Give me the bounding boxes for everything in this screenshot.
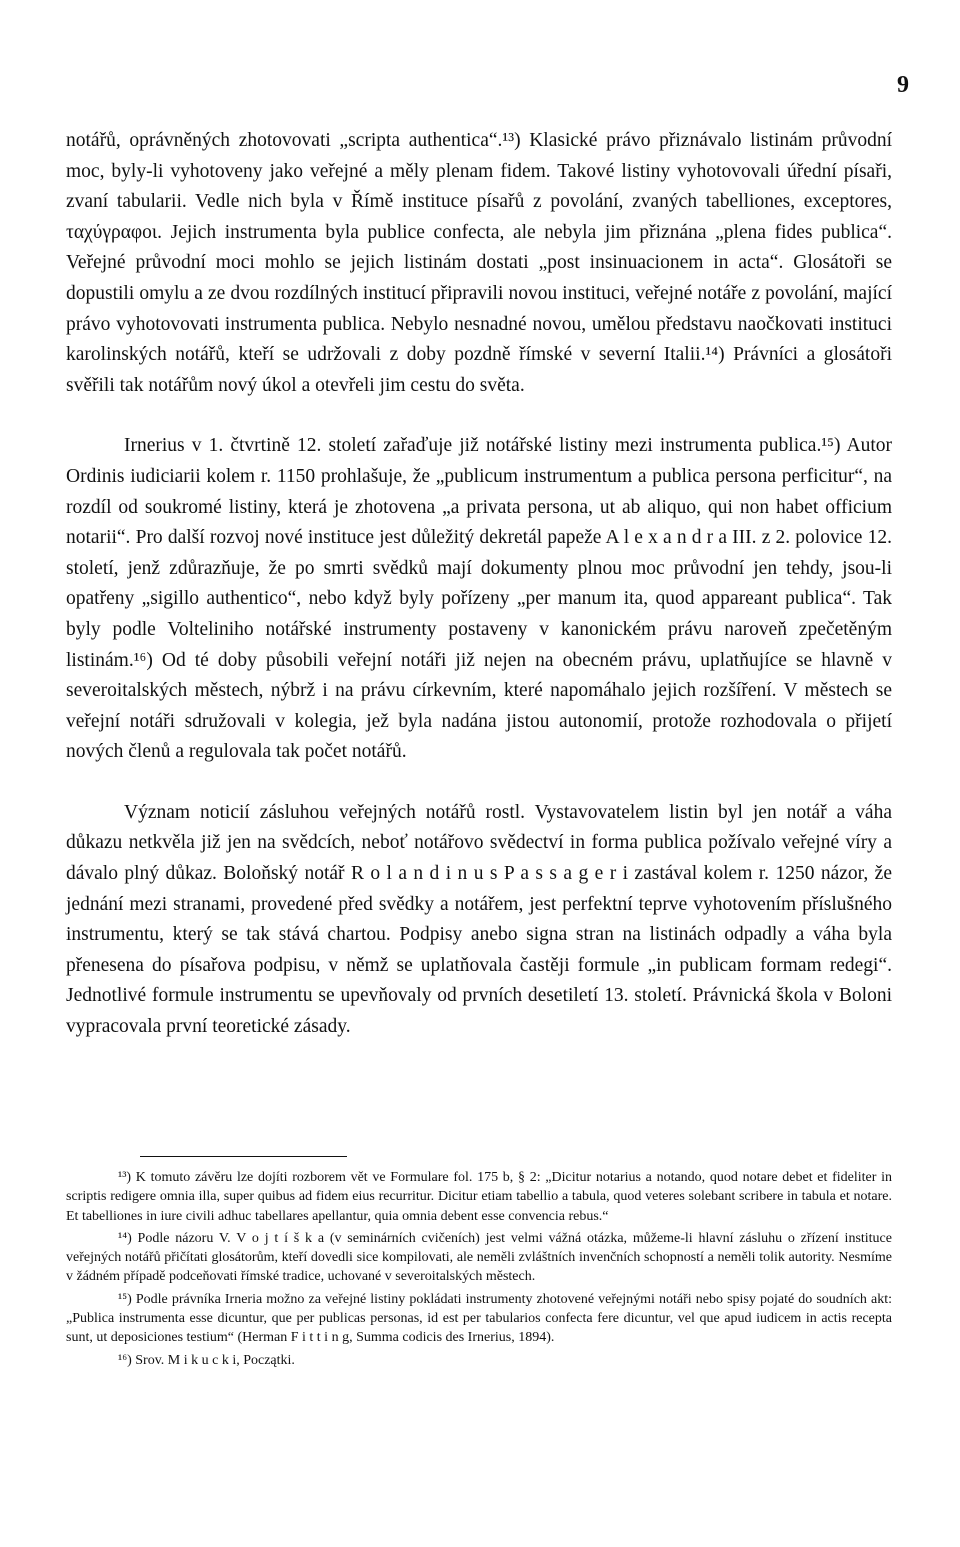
footnote: ¹⁵) Podle právníka Irneria možno za veřejné listiny pokládati instrumenty zhotovené veřejnými notáři nebo spisy pojaté do soudních akt: „Publica instrumenta esse dicuntur, que per publicas personas, id est per tabularios confecta fere dicuntur, vel que apud iudicem in actis recepta sunt, ut deposiciones testium“ (Herman F i t t i n g, Summa codicis des Irnerius, 1894). [66, 1291, 892, 1346]
page-number: 9 [897, 72, 909, 98]
footnote: ¹⁶) Srov. M i k u c k i, Początki. [118, 1352, 295, 1368]
footnotes [66, 1168, 892, 1370]
footnote-separator [140, 1156, 347, 1157]
paragraph: Irnerius v 1. čtvrtině 12. století zařaďuje již notářské listiny mezi instrumenta publica.¹⁵) Autor Ordinis iudiciarii kolem r. 1150 prohlašuje, že „publicum instrumentum a publica persona perficitur“, na rozdíl od soukromé listiny, která je zhotovena „a privata persona, ut ab aliquo, qui non habet officium notarii“. Pro další rozvoj nové instituce jest důležitý dekretál papeže A l e x a n d r a III. z 2. polovice 12. století, jenž zdůrazňuje, že po smrti svědků mají dokumenty plnou moc průvodní jen tehdy, jsou-li opatřeny „sigillo authentico“, nebo když byly pořízeny „per manum ita, quod appareant publica“. Tak byly podle Volteliniho notářské instrumenty postaveny v kanonickém právu naroveň zpečetěným listinám.¹⁶) Od té doby působili veřejní notáři již nejen na obecném právu, uplatňujíce se hlavně v severoitalských městech, nýbrž i na právu církevním, které napomáhalo jejich rozšíření. V městech se veřejní notáři sdružovali v kolegia, jež byla nadána jistou autonomií, protože rozhodovala o přijetí nových členů a regulovala tak počet notářů. [66, 435, 892, 763]
paragraph: Význam noticií zásluhou veřejných notářů rostl. Vystavovatelem listin byl jen notář a váha důkazu netkvěla již jen na svědcích, neboť notářovo svědectví in forma publica požívalo veřejné víry a dávalo plný důkaz. Boloňský notář R o l a n d i n u s P a s s a g e r i zastával kolem r. 1250 názor, že jednání mezi stranami, provedené před svědky a notářem, jest perfektní teprve vyhotovením příslušného instrumentu, který se tak stává chartou. Podpisy anebo signa stran na listinách odpadly a váha byla přenesena do písařova podpisu, v němž se uplatňovala častěji formule „in publicam formam redegi“. Jednotlivé formule instrumentu se upevňovaly od prvních desetiletí 13. století. Právnická škola v Boloni vypracovala první teoretické zásady. [66, 801, 892, 1038]
main-text [66, 126, 892, 1043]
footnote: ¹⁴) Podle názoru V. V o j t í š k a (v seminárních cvičeních) jest velmi vážná otázka, můžeme-li hlavní zásluhu o zřízení instituce veřejných notářů přičítati glosátorům, kteří dovedli sice kompilovati, ale neměli zvláštních invenčních schopností a neměli tolik autority. Nesmíme v žádném případě podceňovati římské tradice, uchované v severoitalských městech. [66, 1230, 892, 1285]
paragraph: notářů, oprávněných zhotovovati „scripta authentica“.¹³) Klasické právo přiznávalo listinám průvodní moc, byly-li vyhotoveny jako veřejné a měly plenam fidem. Takové listiny vyhotovovali úřední písaři, zvaní tabularii. Vedle nich byla v Římě instituce písařů z povolání, zvaných tabelliones, exceptores, ταχύγραφοι. Jejich instrumenta byla publice confecta, ale nebyla jim přiznána „plena fides publica“. Veřejné průvodní moci mohlo se jejich listinám dostati „post insinuacionem in acta“. Glosátoři se dopustili omylu a ze dvou rozdílných institucí připravili novou instituci, veřejné notáře z povolání, mající právo vyhotovovati instrumenta publica. Nebylo nesnadné novou, umělou představu naočkovati instituci karolinských notářů, kteří se udržovali z doby pozdně římské v severní Italii.¹⁴) Právníci a glosátoři svěřili tak notářům nový úkol a otevřeli jim cestu do světa. [66, 130, 892, 396]
footnote: ¹³) K tomuto závěru lze dojíti rozborem vět ve Formulare fol. 175 b, § 2: „Dicitur notarius a notando, quod notare debet et fideliter in scriptis redigere omnia illa, super quibus ad fidem eius recurritur. Dicitur etiam tabellio a tabula, quod veteres solebant scribere in tabula et notare. Et tabelliones in iure civili adhuc tabellares apellantur, quia omnia debent esse convencia rebus.“ [66, 1170, 892, 1224]
